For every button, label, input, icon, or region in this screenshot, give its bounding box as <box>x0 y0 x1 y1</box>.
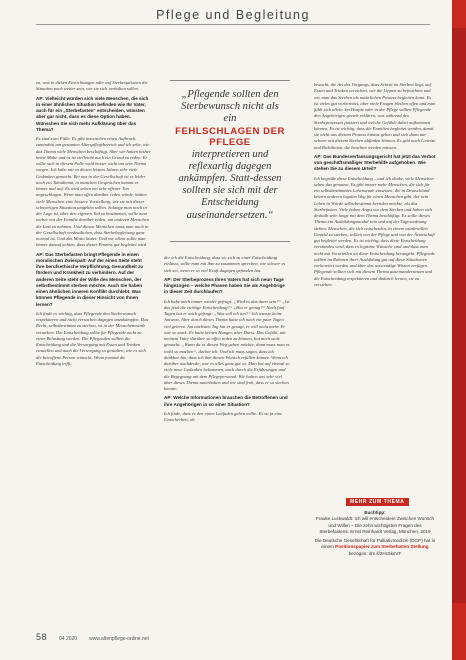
red-edge-inner <box>452 28 466 603</box>
interview-question: AP: Vielleicht würden sich viele Menschen, die sich in einer ähnlichen Situation befinden wie Ihr Vater, auch für ein „Sterbefasten“ entscheiden, wüssten aber gar nicht, dass es diese Option haben. Wünschen Sie sich mehr Aufklärung über das Thema? <box>36 95 149 132</box>
pull-quote <box>170 80 290 242</box>
quote-line-2: interpretieren und reflexartig dagegen ankämpfen. Statt-dessen sollten sie sich mit der Entscheidung auseinandersetzen.“ <box>178 148 282 221</box>
page-number: 58 <box>36 632 48 642</box>
interview-answer: Ich begrüße diese Entscheidung – und ich denke, viele Menschen sehen das genauso. Es gibt immer mehr Menschen, die sich für ein selbstbestimmtes Lebensende einsetzen, die in Deutschland keinen anderen legalen Weg für einen Menschen gibt, der sein Leben in Würde selbstbestimmt beenden möchte, als das Sterbefasten. Viele haben Angst vor dem Sterben und haben sich deshalb sehr lange mit dem Thema beschäftigt. Es sollte dieses Thema ein Ausbildungsmodul sein und auf der Tagesordnung stehen. Menschen, die sich entscheiden, in einem würdevollen Umfeld zu sterben, sollten von der Pflege und von der Ärzteschaft gut begleitet werden. Es ist wichtig, dass diese Entscheidung verstanden wird, dass es legitime Wünsche sind und dass man nicht mit Vorurteilen an diese Entscheidung herangeht. Pflegende sollten im Rahmen ihrer Ausbildung gut auf diese Situationen vorbereitet werden und über das notwendige Wissen verfügen. Pflegende sollten sich mit diesem Thema auseinandersetzen und die Entscheidung respektieren und dadurch lernen, sie zu verstehen. <box>314 175 435 287</box>
interview-answer: Ich finde, dass es den einen Leitfaden geben sollte. Es ist ja eine Unsicherheit, ob <box>164 410 283 422</box>
pull-quote-text <box>174 89 286 222</box>
quote-highlight: FEHLSCHLAGEN DER PFLEGE <box>175 125 285 149</box>
title-rule <box>36 24 430 25</box>
more-info-box <box>314 490 436 557</box>
interview-question: AP: Welche Informationen brauchen die Betroffenen und ihre Angehörigen in so einer Situation? <box>164 395 288 407</box>
more-info-heading: MEHR ZUM THEMA <box>346 498 409 506</box>
interview-question: AP: Das Bundesverfassungsgericht hat jetzt das Verbot von geschäftsmäßiger Sterbehilfe aufgehoben. Wie stehen Sie zu diesem Urteil? <box>314 153 436 172</box>
site-link[interactable]: www.altenpflege-online.net <box>89 636 149 642</box>
interview-answer: braucht, die Art des Vorgangs, dass Schritt im Sterben liegt, auf Essen und Trinken verzichtet, wie die Lippen zu befeuchten und wie man das Sterben als natürlichen Prozess begleiten kann. Es ist vieles gut vorbereitet, aber viele Fragen bleiben offen und man fühlt sich allein. Im Hospiz oder in der Pflege sollten Pflegende den Angehörigen gezielt erklären, was während des Sterbeprozesses passiert und welche Gefühle dabei aufkommen können. Es ist wichtig, dass die Familien begleitet werden, damit sie nicht aus diesem Prozess hinaus gehen und sich dann nur schwer mit diesem Sterben abfinden können. Es gibt auch Gesetze und Richtlinien, die beachtet werden müssen. <box>314 82 436 150</box>
book-text: Frauke Luckwaldt: Ich will entscheiden! Zwischen Wunsch und Willen – Die zehn wichtigsten Fragen des Sterbefastens. Ernst Reinhardt Verlag, München, 2019 <box>315 516 435 534</box>
interview-answer: Ich habe mich immer wieder gefragt: „Wird es das dann sein?“ „Ist das jetzt die richtige Entscheidung?“ „Hat er genug?“ Nach fünf Tagen hat er mich gefragt: „Was soll ich tun?“ Ich wusste keine Antwort. Aber durch dieses Thema hatte ich nach ein paar Tagen viel gelernt. Am nächsten Tag hat er gesagt, er will nicht mehr. Er war so stark. Er hatte keinen Hunger, aber Durst. Das Gefühl, mit meinem Vater darüber so offen reden zu können, hat mich stolz gemacht. „Wann da es diesen Weg gehen möchte, dann muss man es wohl so machen“, dachte ich. Und ich muss sagen, dass ich dankbar bin, dass ich ihm diesen Wunsch erfüllen konnte. Wenn ich darüber nachdenke, war es alles ganz gut so. Man hat auf einmal so viele neue Gedanken bekommen, auch durch die Erfahrungen und die Begegnung mit dem Pflegepersonal. Wir haben uns sehr viel über dieses Thema unterhalten und wir sind froh, dass er so sterben konnte. <box>164 298 290 391</box>
red-edge-bar <box>452 0 466 660</box>
society-text: Die Deutsche Gesellschaft für Palliativmedizin (DGP) hat in einem <box>314 538 436 550</box>
column-1 <box>36 80 151 367</box>
interview-question: AP: Das Sterbefasten bringt Pflegende in einen moralischen Zwiespalt: Auf der einen Seite steht ihre berufsethische Verpflichtung, Gesundheit zu fördern und Krankheit zu verhindern. Auf der anderen Seite steht der Wille des Menschen, der selbstbestimmt sterben möchte. Auch Sie haben einen ähnlichen inneren Konflikt durchlebt. Was können Pflegende in dieser Hinsicht von Ihnen lernen? <box>36 251 144 307</box>
more-info-body <box>314 510 436 557</box>
interview-answer: der ich die Entscheidung, dass sie sich zu einer Entscheidung einlässt, sollte man mit ihm zu zusammen sprechen, wie schwer es sich sei, wenn er so viel Kraft dagegen gefunden hat. <box>164 255 286 273</box>
column-3 <box>314 82 436 288</box>
issue-label: 04 2020 <box>59 636 78 642</box>
society-end: bezogen: dm.ll/2Hc6keVF <box>348 550 402 556</box>
section-title: Pflege und Begleitung <box>156 8 310 22</box>
quote-line-1: „Pflegende sollten den Sterbewunsch nicht als ein <box>181 89 279 125</box>
page-footer <box>36 632 149 642</box>
interview-question: AP: Der Sterbeprozess Ihres Vaters hat sich neun Tage hingezogen – welche Phasen haben Sie als Angehörige in dieser Zeit durchlaufen? <box>164 276 285 295</box>
interview-answer: Es sind zwei Fälle. Es gibt inzwischen einen Aufbruch, zumindest am gesamten Alterspflegebereich und ich sehe, wie das Thema viele Menschen beschäftigt. Aber wir hatten bisher keine Mühe und es ist vielleicht auch ein Grund zu reden. Er sollte sich in diesem Falle wohl besser nicht um sein Thema sorgen. Ich habe mir in diesen letzten Jahren sehr viele Gedanken gemacht. Bei uns in der Gesellschaft ist es leider noch ein Tabuthema, in manchen Gesprächen kommt es immer mal auf. Es wird selten ein sehr offener Ton angeschlagen. Wenn man offen darüber reden würde, hätten viele Menschen eine bessere Vorstellung, wie sie mit dieser schwierigen Situation umgehen sollen. Solange man noch in der Lage ist, über den eigenen Tod zu bestimmen, sollte man vorher mit der Familie darüber reden, um anderen Menschen die Last zu nehmen. Und diesen Menschen muss man auch in der Gesellschaft verdeutlichen, dass Sterbebegleitung ganz normal ist. Und das Motto lautet: Und vor allem sollte man immer darauf achten, dass dieser Prozess gut begleitet wird. <box>36 136 151 248</box>
society-link[interactable]: Positionspapier zum Sterbefasten Stellung <box>335 544 429 550</box>
column-2 <box>164 255 290 423</box>
interview-answer: Ich finde es wichtig, dass Pflegende den Sterbewunsch respektieren und nicht versuchen dagegen anzukämpfen. Das Recht, selbstbestimmt zu sterben, ist in der Menschenwürde verankert. Die Entscheidung sollte für Pflegende nicht zu einer Belastung werden. Die Pflegenden sollten die Entscheidung und die Versorgung mit Essen und Trinken einstellen und auch die Versorgung so gestalten, wie es sich die betroffene Person wünscht. Wenn jemand die Entscheidung trifft, <box>36 310 149 366</box>
book-label: Buchtipp: <box>364 510 386 515</box>
interview-answer: zu, was in diesen Einrichtungen oder auf Sterbestationen die Situation noch weiter sein, wie sie sich verhalten sollen. <box>36 80 148 92</box>
